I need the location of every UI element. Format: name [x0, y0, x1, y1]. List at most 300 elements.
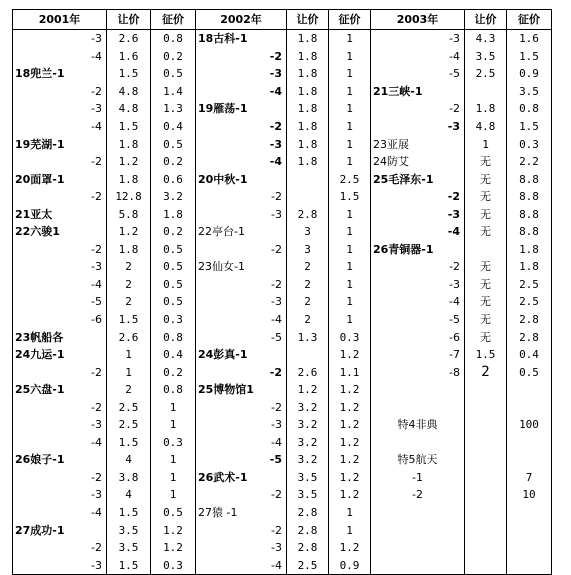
offer-price-cell: 2.6: [287, 363, 329, 381]
offer-price-cell: 1.2: [107, 223, 151, 241]
table-row: [13, 486, 552, 504]
bid-price-cell: 0.5: [507, 363, 552, 381]
bid-price-cell: 8.8: [507, 223, 552, 241]
stamp-name-cell: -5: [371, 311, 465, 329]
offer-price-cell: 无: [465, 293, 507, 311]
offer-price-cell: 无: [465, 205, 507, 223]
stamp-name-cell: -4: [13, 48, 107, 66]
bid-price-cell: 0.9: [507, 65, 552, 83]
stamp-name-cell: 25六盘-1: [13, 381, 107, 399]
offer-price-cell: 2: [465, 363, 507, 381]
stamp-name-cell: -2: [196, 118, 287, 136]
table-row: [13, 346, 552, 364]
offer-price-cell: 2.8: [287, 539, 329, 557]
bid-price-cell: 8.8: [507, 188, 552, 206]
bid-price-cell: 0.3: [151, 311, 196, 329]
offer-price-cell: 2: [287, 311, 329, 329]
bid-price-cell: 1: [329, 223, 371, 241]
stamp-name-cell: -3: [371, 118, 465, 136]
table-row: [13, 434, 552, 452]
offer-price-cell: 无: [465, 276, 507, 294]
stamp-name-cell: -7: [371, 346, 465, 364]
bid-price-cell: 0.2: [151, 223, 196, 241]
offer-price-cell: 2: [107, 276, 151, 294]
offer-price-cell: 2: [107, 293, 151, 311]
bid-price-cell: 2.8: [507, 328, 552, 346]
offer-price-cell: 无: [465, 223, 507, 241]
table-body: [13, 10, 552, 575]
bid-price-cell: 0.2: [151, 153, 196, 171]
offer-price-cell: 1.8: [107, 241, 151, 259]
bid-price-cell: 8.8: [507, 170, 552, 188]
stamp-name-cell: -2: [196, 241, 287, 259]
offer-price-cell: 无: [465, 328, 507, 346]
stamp-name-cell: -3: [13, 416, 107, 434]
offer-price-cell: 2.5: [107, 416, 151, 434]
stamp-name-cell: -2: [13, 363, 107, 381]
bid-price-cell: 2.5: [507, 293, 552, 311]
bid-price-cell: 1: [329, 241, 371, 259]
offer-price-cell: 3.2: [287, 451, 329, 469]
stamp-name-cell: -4: [371, 48, 465, 66]
offer-price-cell: 1.5: [107, 504, 151, 522]
stamp-name-cell: [371, 539, 465, 557]
offer-price-cell: [465, 539, 507, 557]
stamp-name-cell: 18兜兰-1: [13, 65, 107, 83]
stamp-name-cell: [371, 521, 465, 539]
offer-price-cell: [465, 381, 507, 399]
stamp-name-cell: -2: [196, 521, 287, 539]
bid-price-cell: 1: [151, 398, 196, 416]
stamp-name-cell: 24防艾: [371, 153, 465, 171]
stamp-name-cell: -4: [196, 83, 287, 101]
table-row: [13, 170, 552, 188]
offer-price-cell: 3.5: [287, 469, 329, 487]
offer-price-cell: [465, 451, 507, 469]
bid-price-cell: 0.5: [151, 258, 196, 276]
bid-price-cell: 3.2: [151, 188, 196, 206]
table-row: [13, 398, 552, 416]
bid-price-cell: 1: [329, 48, 371, 66]
bid-price-cell: [507, 539, 552, 557]
offer-price-cell: 2: [287, 276, 329, 294]
stamp-name-cell: -4: [371, 223, 465, 241]
offer-price-cell: 2.8: [287, 205, 329, 223]
stamp-name-cell: 特4非典: [371, 416, 465, 434]
stamp-name-cell: 23帆船各: [13, 328, 107, 346]
offer-price-cell: [465, 556, 507, 574]
bid-price-cell: 0.3: [151, 556, 196, 574]
offer-price-cell: 1.8: [287, 153, 329, 171]
bid-price-cell: 1.2: [329, 486, 371, 504]
bid-price-cell: 0.4: [151, 118, 196, 136]
bid-price-cell: 1.2: [329, 451, 371, 469]
offer-price-cell: 1.8: [287, 118, 329, 136]
bid-price-cell: 1.2: [329, 398, 371, 416]
bid-price-cell: 2.8: [507, 311, 552, 329]
offer-price-cell: 2.5: [287, 556, 329, 574]
bid-price-cell: 1: [329, 521, 371, 539]
table-row: [13, 258, 552, 276]
offer-price-cell: 3.5: [465, 48, 507, 66]
offer-price-cell: 1.2: [107, 153, 151, 171]
offer-price-cell: [465, 486, 507, 504]
offer-price-cell: 无: [465, 153, 507, 171]
offer-price-cell: 1.5: [107, 434, 151, 452]
offer-price-cell: 无: [465, 258, 507, 276]
offer-price-cell: 3.2: [287, 434, 329, 452]
offer-price-cell: 无: [465, 170, 507, 188]
stamp-name-cell: 21三峡-1: [371, 83, 465, 101]
bid-price-cell: 1.2: [151, 521, 196, 539]
bid-price-cell: [507, 451, 552, 469]
offer-price-cell: 3.2: [287, 416, 329, 434]
table-row: [13, 363, 552, 381]
stamp-name-cell: -2: [196, 276, 287, 294]
offer-price-cell: [465, 398, 507, 416]
bid-price-cell: 1.4: [151, 83, 196, 101]
offer-price-cell: 4.8: [107, 100, 151, 118]
bid-price-cell: 1.2: [329, 434, 371, 452]
offer-price-cell: 4.8: [107, 83, 151, 101]
table-row: [13, 276, 552, 294]
offer-price-cell: 1.8: [287, 65, 329, 83]
bid-price-cell: 1: [329, 276, 371, 294]
offer-price-cell: 1.5: [107, 311, 151, 329]
bid-price-cell: 0.5: [151, 276, 196, 294]
offer-price-cell: 1: [465, 135, 507, 153]
stamp-name-cell: [371, 381, 465, 399]
bid-price-cell: 0.5: [151, 504, 196, 522]
stamp-name-cell: -3: [371, 205, 465, 223]
stamp-name-cell: 19雁荡-1: [196, 100, 287, 118]
stamp-name-cell: -4: [196, 434, 287, 452]
table-row: [13, 135, 552, 153]
offer-price-cell: 2.5: [465, 65, 507, 83]
bid-price-cell: 1.5: [507, 48, 552, 66]
offer-price-cell: 1.8: [287, 30, 329, 48]
offer-price-cell: 2: [287, 293, 329, 311]
stamp-name-cell: 25博物馆1: [196, 381, 287, 399]
offer-price-cell: 2.6: [107, 328, 151, 346]
offer-price-cell: [465, 469, 507, 487]
stamp-name-cell: -4: [371, 293, 465, 311]
stamp-name-cell: -4: [196, 556, 287, 574]
stamp-name-cell: -2: [13, 153, 107, 171]
offer-price-cell: 1.5: [465, 346, 507, 364]
stamp-name-cell: -2: [371, 100, 465, 118]
column-header: 让价: [287, 10, 329, 30]
stamp-name-cell: -3: [13, 258, 107, 276]
bid-price-cell: 1: [151, 451, 196, 469]
bid-price-cell: 1.2: [329, 469, 371, 487]
table-row: [13, 469, 552, 487]
stamp-name-cell: -4: [13, 276, 107, 294]
table-row: [13, 65, 552, 83]
bid-price-cell: 100: [507, 416, 552, 434]
stamp-name-cell: [371, 504, 465, 522]
offer-price-cell: 1.8: [287, 135, 329, 153]
stamp-name-cell: -3: [196, 539, 287, 557]
offer-price-cell: [287, 346, 329, 364]
column-header: 征价: [329, 10, 371, 30]
bid-price-cell: 1.2: [329, 416, 371, 434]
column-header: 让价: [465, 10, 507, 30]
stamp-name-cell: -3: [13, 30, 107, 48]
bid-price-cell: 1: [329, 153, 371, 171]
stamp-name-cell: -8: [371, 363, 465, 381]
bid-price-cell: 0.4: [507, 346, 552, 364]
offer-price-cell: 5.8: [107, 205, 151, 223]
stamp-name-cell: -6: [371, 328, 465, 346]
stamp-name-cell: 25毛泽东-1: [371, 170, 465, 188]
bid-price-cell: 0.5: [151, 241, 196, 259]
offer-price-cell: [465, 521, 507, 539]
stamp-name-cell: -2: [196, 398, 287, 416]
offer-price-cell: 1.8: [107, 135, 151, 153]
stamp-name-cell: 26青铜器-1: [371, 241, 465, 259]
offer-price-cell: 2.8: [287, 521, 329, 539]
offer-price-cell: 3.5: [107, 539, 151, 557]
offer-price-cell: 1: [107, 346, 151, 364]
header-row: [13, 10, 552, 30]
table-row: [13, 451, 552, 469]
bid-price-cell: 1.5: [507, 118, 552, 136]
table-row: [13, 241, 552, 259]
offer-price-cell: 12.8: [107, 188, 151, 206]
bid-price-cell: 1: [329, 504, 371, 522]
offer-price-cell: 1.5: [107, 556, 151, 574]
bid-price-cell: 1.2: [329, 346, 371, 364]
bid-price-cell: 1: [329, 311, 371, 329]
stamp-name-cell: 20面罩-1: [13, 170, 107, 188]
stamp-name-cell: 22亭台-1: [196, 223, 287, 241]
table-row: [13, 83, 552, 101]
table-row: [13, 328, 552, 346]
table-row: [13, 205, 552, 223]
table-row: [13, 416, 552, 434]
stamp-name-cell: [371, 556, 465, 574]
offer-price-cell: 2.8: [287, 504, 329, 522]
offer-price-cell: 3: [287, 223, 329, 241]
bid-price-cell: 1: [329, 65, 371, 83]
bid-price-cell: 1.8: [151, 205, 196, 223]
stamp-name-cell: -2: [13, 241, 107, 259]
bid-price-cell: 0.5: [151, 135, 196, 153]
bid-price-cell: 1.1: [329, 363, 371, 381]
column-header: 2003年: [371, 10, 465, 30]
table-row: [13, 153, 552, 171]
bid-price-cell: 2.2: [507, 153, 552, 171]
bid-price-cell: 1.8: [507, 258, 552, 276]
offer-price-cell: 1.5: [107, 65, 151, 83]
stamp-name-cell: 24彭真-1: [196, 346, 287, 364]
stamp-name-cell: -3: [196, 205, 287, 223]
stamp-name-cell: -3: [371, 276, 465, 294]
stamp-name-cell: 26武术-1: [196, 469, 287, 487]
offer-price-cell: 2: [107, 258, 151, 276]
column-header: 2002年: [196, 10, 287, 30]
stamp-name-cell: -3: [13, 486, 107, 504]
offer-price-cell: [465, 416, 507, 434]
stamp-name-cell: -3: [196, 416, 287, 434]
bid-price-cell: 1: [329, 135, 371, 153]
offer-price-cell: 无: [465, 188, 507, 206]
bid-price-cell: 1.8: [507, 241, 552, 259]
bid-price-cell: 3.5: [507, 83, 552, 101]
bid-price-cell: 0.8: [151, 30, 196, 48]
stamp-name-cell: 18古科-1: [196, 30, 287, 48]
stamp-name-cell: -3: [371, 30, 465, 48]
bid-price-cell: 1.6: [507, 30, 552, 48]
bid-price-cell: [507, 381, 552, 399]
offer-price-cell: 3: [287, 241, 329, 259]
stamp-name-cell: -2: [371, 188, 465, 206]
stamp-name-cell: 23亚展: [371, 135, 465, 153]
offer-price-cell: 1.8: [465, 100, 507, 118]
stamp-name-cell: -6: [13, 311, 107, 329]
stamp-name-cell: 26娘子-1: [13, 451, 107, 469]
stamp-name-cell: [371, 398, 465, 416]
offer-price-cell: 2: [287, 258, 329, 276]
bid-price-cell: 7: [507, 469, 552, 487]
bid-price-cell: 0.5: [151, 293, 196, 311]
offer-price-cell: [287, 188, 329, 206]
table-row: [13, 556, 552, 574]
offer-price-cell: 2: [107, 381, 151, 399]
table-row: [13, 48, 552, 66]
bid-price-cell: 1.2: [151, 539, 196, 557]
table-row: [13, 521, 552, 539]
bid-price-cell: 0.3: [329, 328, 371, 346]
bid-price-cell: 1.3: [151, 100, 196, 118]
stamp-name-cell: -2: [13, 539, 107, 557]
offer-price-cell: 3.5: [107, 521, 151, 539]
table-row: [13, 118, 552, 136]
column-header: 让价: [107, 10, 151, 30]
bid-price-cell: 0.8: [151, 381, 196, 399]
bid-price-cell: 0.5: [151, 65, 196, 83]
bid-price-cell: [507, 556, 552, 574]
offer-price-cell: 1.5: [107, 118, 151, 136]
offer-price-cell: 1.6: [107, 48, 151, 66]
table-row: [13, 381, 552, 399]
offer-price-cell: 1: [107, 363, 151, 381]
stamp-name-cell: 27猿 -1: [196, 504, 287, 522]
offer-price-cell: 2.6: [107, 30, 151, 48]
stamp-name-cell: -5: [13, 293, 107, 311]
bid-price-cell: 1: [329, 258, 371, 276]
stamp-name-cell: 21亚太: [13, 205, 107, 223]
stamp-name-cell: 27成功-1: [13, 521, 107, 539]
stamp-name-cell: 23仙女-1: [196, 258, 287, 276]
column-header: 征价: [507, 10, 552, 30]
offer-price-cell: [465, 241, 507, 259]
bid-price-cell: 1.2: [329, 539, 371, 557]
bid-price-cell: [507, 521, 552, 539]
bid-price-cell: 1: [329, 293, 371, 311]
offer-price-cell: [465, 434, 507, 452]
stamp-name-cell: -5: [371, 65, 465, 83]
stamp-name-cell: -4: [196, 153, 287, 171]
offer-price-cell: 1.8: [287, 83, 329, 101]
bid-price-cell: 0.3: [507, 135, 552, 153]
stamp-name-cell: -2: [13, 398, 107, 416]
bid-price-cell: 0.2: [151, 363, 196, 381]
stamp-name-cell: -1: [371, 469, 465, 487]
bid-price-cell: 1: [151, 486, 196, 504]
offer-price-cell: [465, 83, 507, 101]
stamp-name-cell: 24九运-1: [13, 346, 107, 364]
offer-price-cell: 3.2: [287, 398, 329, 416]
bid-price-cell: 8.8: [507, 205, 552, 223]
offer-price-cell: 4: [107, 486, 151, 504]
offer-price-cell: [465, 504, 507, 522]
column-header: 2001年: [13, 10, 107, 30]
bid-price-cell: 1: [329, 30, 371, 48]
column-header: 征价: [151, 10, 196, 30]
bid-price-cell: [507, 504, 552, 522]
bid-price-cell: 1.5: [329, 188, 371, 206]
stamp-name-cell: [371, 434, 465, 452]
bid-price-cell: 0.2: [151, 48, 196, 66]
table-row: [13, 100, 552, 118]
table-row: [13, 504, 552, 522]
bid-price-cell: 1: [151, 469, 196, 487]
bid-price-cell: 0.6: [151, 170, 196, 188]
offer-price-cell: 1.8: [287, 48, 329, 66]
stamp-name-cell: -3: [13, 556, 107, 574]
stamp-name-cell: -5: [196, 328, 287, 346]
table-row: [13, 293, 552, 311]
offer-price-cell: 3.5: [287, 486, 329, 504]
bid-price-cell: 1: [151, 416, 196, 434]
offer-price-cell: 4.8: [465, 118, 507, 136]
offer-price-cell: 1.8: [287, 100, 329, 118]
bid-price-cell: 0.4: [151, 346, 196, 364]
stamp-name-cell: -2: [13, 188, 107, 206]
stamp-name-cell: 22六骏1: [13, 223, 107, 241]
stamp-name-cell: -4: [13, 118, 107, 136]
bid-price-cell: 1: [329, 205, 371, 223]
stamp-name-cell: 特5航天: [371, 451, 465, 469]
stamp-price-table: [12, 9, 552, 575]
stamp-name-cell: -4: [13, 504, 107, 522]
table-row: [13, 30, 552, 48]
table-row: [13, 188, 552, 206]
stamp-name-cell: -2: [196, 486, 287, 504]
stamp-name-cell: 20中秋-1: [196, 170, 287, 188]
stamp-name-cell: -2: [371, 258, 465, 276]
bid-price-cell: 2.5: [507, 276, 552, 294]
stamp-name-cell: -3: [196, 293, 287, 311]
bid-price-cell: 1: [329, 83, 371, 101]
bid-price-cell: [507, 434, 552, 452]
stamp-name-cell: -2: [13, 83, 107, 101]
offer-price-cell: [287, 170, 329, 188]
bid-price-cell: [507, 398, 552, 416]
table-row: [13, 223, 552, 241]
bid-price-cell: 0.3: [151, 434, 196, 452]
stamp-name-cell: -5: [196, 451, 287, 469]
bid-price-cell: 1: [329, 118, 371, 136]
bid-price-cell: 0.9: [329, 556, 371, 574]
stamp-name-cell: -2: [196, 363, 287, 381]
offer-price-cell: 3.8: [107, 469, 151, 487]
bid-price-cell: 10: [507, 486, 552, 504]
bid-price-cell: 1: [329, 100, 371, 118]
stamp-name-cell: -3: [13, 100, 107, 118]
